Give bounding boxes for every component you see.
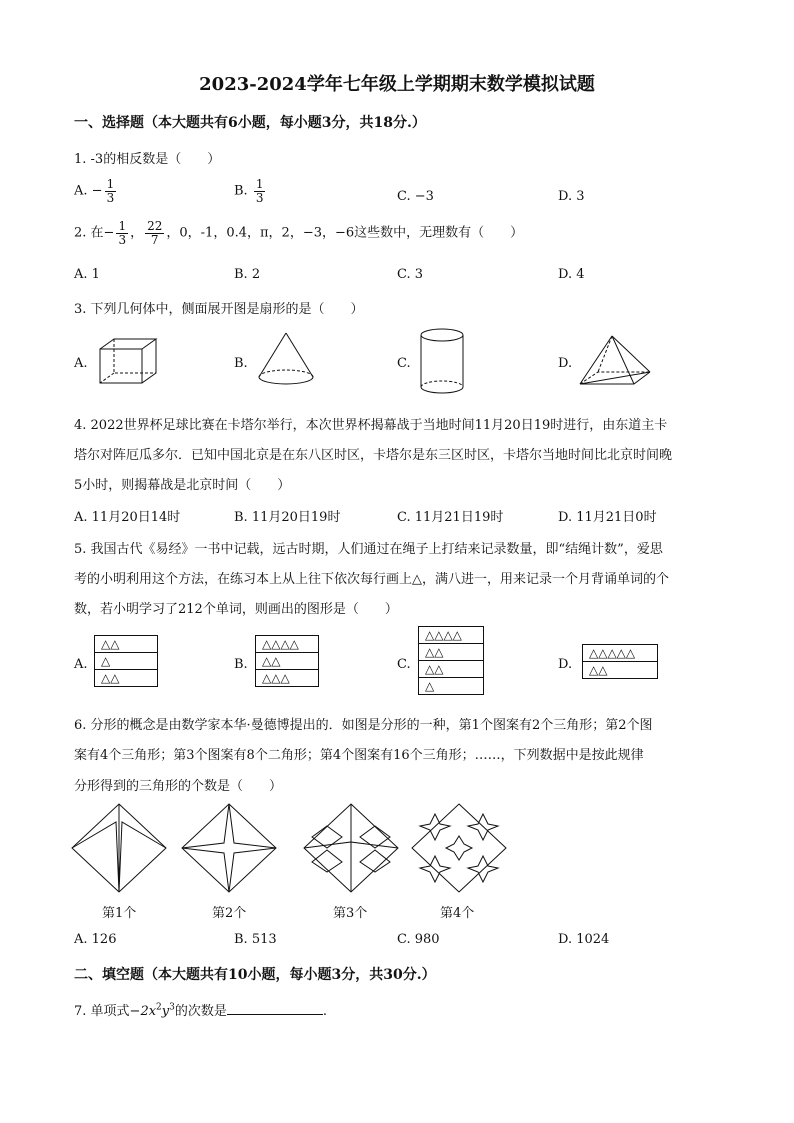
q6-option-d: D. 1024 <box>558 932 610 947</box>
page-title: 2023-2024学年七年级上学期期末数学模拟试题 <box>199 74 595 95</box>
fractal-caption-1: 第1个 <box>102 906 137 921</box>
q6-stem-line1: 6. 分形的概念是由数学家本华·曼德博提出的．如图是分形的一种，第1个图案有2个三角形；第2个图 <box>74 718 653 733</box>
q4-option-a: A. 11月20日14时 <box>74 510 181 525</box>
box-row: △△ <box>101 637 120 651</box>
q1-option-b: B. $\frac{1}{3}$ <box>234 177 264 205</box>
fractal-caption-2: 第2个 <box>212 906 247 921</box>
q3-stem: 3. 下列几何体中，侧面展开图是扇形的是（ ） <box>74 302 364 317</box>
fractal-figure-2 <box>180 802 278 894</box>
section-1-heading: 一、选择题（本大题共有6小题，每小题3分，共18分.） <box>74 115 426 131</box>
q6-stem-line3: 分形得到的三角形的个数是（ ） <box>74 779 283 794</box>
q4-option-b: B. 11月20日19时 <box>234 510 341 525</box>
q5-option-c-label: C. <box>397 657 411 672</box>
box-row: △ <box>419 677 483 694</box>
box-row: △△ <box>419 660 483 677</box>
q2-option-b: B. 2 <box>234 267 261 282</box>
q2-stem: 2. 在− $\frac{1}{3}$ ， $\frac{22}{7}$ ，0，-1，0.4，π，2，−3，−6这些数中，无理数有（ ） <box>74 219 524 247</box>
cube-figure <box>98 337 160 387</box>
q7-stem: 7. 单项式$-2x^2y^3$的次数是 . <box>74 1002 328 1019</box>
q4-stem-line1: 4. 2022世界杯足球比赛在卡塔尔举行，本次世界杯揭幕战于当地时间11月20日19时进行，由东道主卡 <box>74 418 668 433</box>
q5-option-d-box <box>582 644 658 679</box>
fractal-caption-4: 第4个 <box>440 906 475 921</box>
q5-stem-line2: 考的小明利用这个方法，在练习本上从上往下依次每行画上△，满八进一，用来记录一个月背诵单词的个 <box>74 572 669 587</box>
q6-option-c: C. 980 <box>397 932 440 947</box>
q3-option-b-label: B. <box>234 356 248 371</box>
q5-option-a-box <box>94 635 158 687</box>
box-row: △△ <box>419 643 483 660</box>
fractal-figure-1 <box>70 802 168 894</box>
q1-option-a: A. − $\frac{1}{3}$ <box>74 177 115 205</box>
q2-option-d: D. 4 <box>558 267 585 282</box>
q5-option-c-box <box>418 626 484 695</box>
box-row: △ <box>95 652 157 669</box>
box-row: △△ <box>256 652 318 669</box>
q5-stem-line1: 5. 我国古代《易经》一书中记载，远古时期，人们通过在绳子上打结来记录数量，即“结绳计数”，爱思 <box>74 542 663 557</box>
box-row: △△△△△ <box>589 646 636 660</box>
cylinder-figure <box>419 327 465 397</box>
answer-blank[interactable] <box>227 1002 323 1015</box>
fractal-figure-4 <box>410 802 508 894</box>
q5-stem-line3: 数，若小明学习了212个单词，则画出的图形是（ ） <box>74 602 398 617</box>
q1-stem: 1. -3的相反数是（ ） <box>74 152 221 167</box>
q1-option-d: D. 3 <box>558 189 585 204</box>
box-row: △△△ <box>256 669 318 686</box>
pyramid-figure <box>578 334 652 388</box>
fractal-figure-3 <box>302 802 400 894</box>
q5-option-d-label: D. <box>558 657 573 672</box>
q2-option-c: C. 3 <box>397 267 424 282</box>
q1-option-c: C. −3 <box>397 189 434 204</box>
q3-option-c-label: C. <box>397 356 411 371</box>
box-row: △△ <box>95 669 157 686</box>
box-row: △△△△ <box>425 628 462 642</box>
q3-option-d-label: D. <box>558 356 573 371</box>
q6-option-a: A. 126 <box>74 932 117 947</box>
box-row: △△ <box>583 661 657 678</box>
cone-figure <box>256 331 316 389</box>
q6-option-b: B. 513 <box>234 932 277 947</box>
section-2-heading: 二、填空题（本大题共有10小题，每小题3分，共30分.） <box>74 967 436 983</box>
q5-option-a-label: A. <box>74 657 88 672</box>
q5-option-b-label: B. <box>234 657 248 672</box>
q4-option-d: D. 11月21日0时 <box>558 510 657 525</box>
q4-stem-line3: 5小时，则揭幕战是北京时间（ ） <box>74 478 291 493</box>
box-row: △△△△ <box>262 637 299 651</box>
fractal-caption-3: 第3个 <box>333 906 368 921</box>
q4-stem-line2: 塔尔对阵厄瓜多尔．已知中国北京是在东八区时区，卡塔尔是东三区时区，卡塔尔当地时间比北京时间晚 <box>74 448 673 463</box>
q5-option-b-box <box>255 635 319 687</box>
q6-stem-line2: 案有4个三角形；第3个图案有8个二角形；第4个图案有16个三角形；……，下列数据中是按此规律 <box>74 748 644 763</box>
q2-option-a: A. 1 <box>74 267 100 282</box>
q3-option-a-label: A. <box>74 356 88 371</box>
q4-option-c: C. 11月21日19时 <box>397 510 504 525</box>
